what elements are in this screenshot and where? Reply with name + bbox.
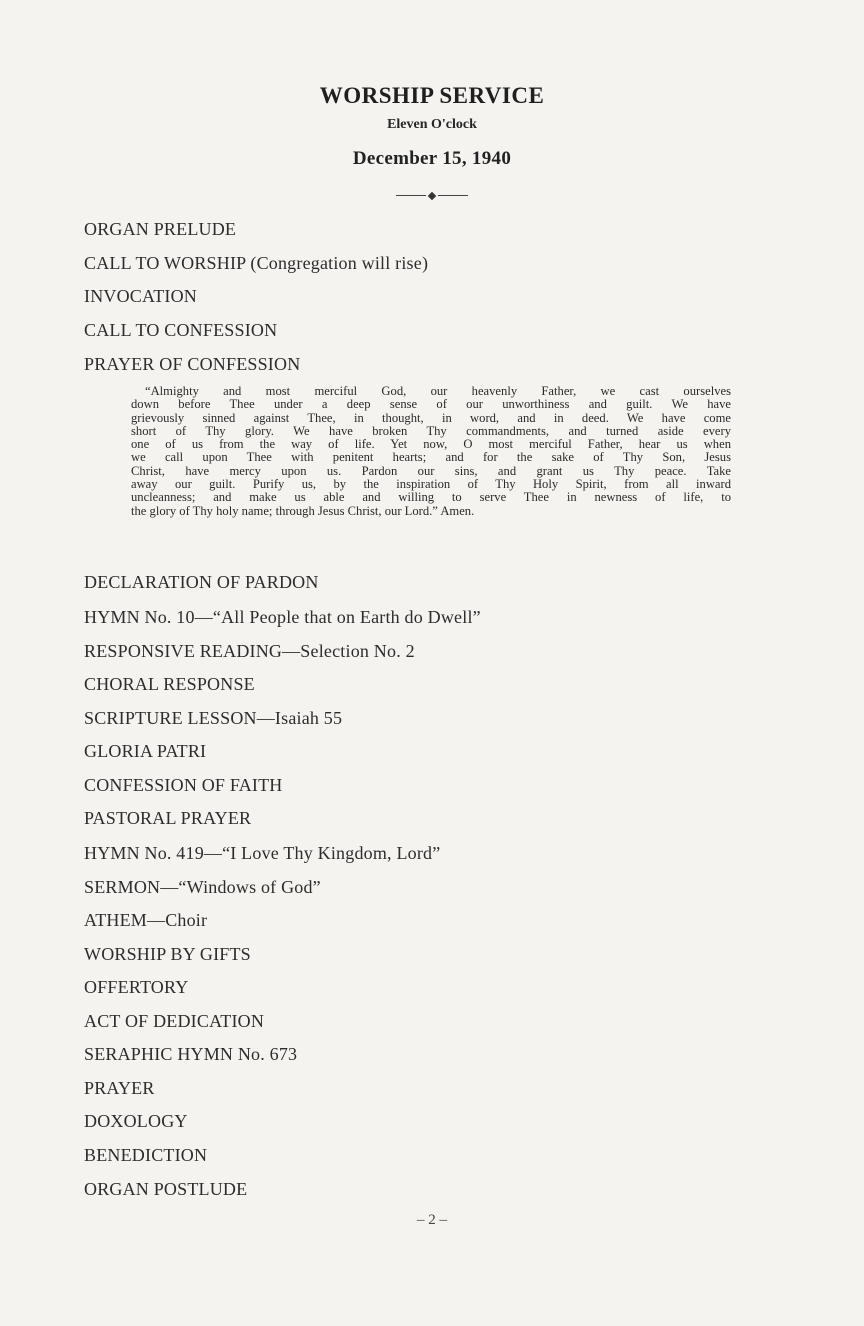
prayer-of-confession-text — [131, 385, 731, 518]
service-item-offertory: OFFERTORY — [84, 977, 189, 997]
service-item-confession-of-faith: CONFESSION OF FAITH — [84, 775, 283, 795]
prayer-line: “Almighty and most merciful God, our heavenly Father, we cast ourselves — [145, 384, 731, 398]
service-item-act-of-dedication: ACT OF DEDICATION — [84, 1011, 265, 1031]
service-item-organ-prelude: ORGAN PRELUDE — [84, 219, 237, 239]
prayer-line: Christ, have mercy upon us. Pardon our sins, and grant us Thy peace. Take — [131, 463, 731, 478]
service-item-gloria-patri: GLORIA PATRI — [84, 741, 207, 761]
service-item-prayer-of-confession: PRAYER OF CONFESSION — [84, 354, 301, 374]
service-item-scripture-lesson: SCRIPTURE LESSON—Isaiah 55 — [84, 708, 343, 728]
prayer-line: away our guilt. Purify us, by the inspiration of Thy Holy Spirit, from all inward — [131, 477, 731, 492]
service-item-responsive-reading: RESPONSIVE READING—Selection No. 2 — [84, 641, 415, 661]
ornament-divider — [396, 193, 468, 199]
service-item-invocation: INVOCATION — [84, 286, 197, 306]
prayer-line: one of us from the way of life. Yet now, O most merciful Father, hear us when — [131, 437, 731, 452]
service-item-hymn-419: HYMN No. 419—“I Love Thy Kingdom, Lord” — [84, 843, 441, 863]
service-item-benediction: BENEDICTION — [84, 1145, 208, 1165]
service-item-call-to-confession: CALL TO CONFESSION — [84, 320, 278, 340]
service-item-seraphic-hymn: SERAPHIC HYMN No. 673 — [84, 1044, 298, 1064]
prayer-line: short of Thy glory. We have broken Thy commandments, and turned aside every — [131, 423, 731, 438]
diamond-icon — [428, 192, 436, 200]
service-date: December 15, 1940 — [352, 148, 512, 169]
service-item-call-to-worship: CALL TO WORSHIP (Congregation will rise) — [84, 253, 429, 273]
page-number: – 2 – — [417, 1212, 447, 1228]
prayer-line: grievously sinned against Thee, in thought, in word, and in deed. We have come — [131, 410, 731, 425]
service-item-anthem: ATHEM—Choir — [84, 910, 208, 930]
page-title: WORSHIP SERVICE — [319, 83, 545, 108]
service-item-pastoral-prayer: PASTORAL PRAYER — [84, 808, 252, 828]
service-item-hymn-10: HYMN No. 10—“All People that on Earth do Dwell” — [84, 607, 481, 627]
service-item-prayer: PRAYER — [84, 1078, 155, 1098]
service-item-declaration-of-pardon: DECLARATION OF PARDON — [84, 572, 319, 592]
service-item-organ-postlude: ORGAN POSTLUDE — [84, 1179, 248, 1199]
service-time: Eleven O'clock — [387, 117, 477, 132]
service-item-worship-by-gifts: WORSHIP BY GIFTS — [84, 944, 251, 964]
service-item-choral-response: CHORAL RESPONSE — [84, 674, 255, 694]
service-item-doxology: DOXOLOGY — [84, 1111, 188, 1131]
prayer-line: the glory of Thy holy name; through Jesus Christ, our Lord.” Amen. — [131, 503, 475, 518]
prayer-line: down before Thee under a deep sense of our unworthiness and guilt. We have — [131, 397, 731, 412]
service-item-sermon: SERMON—“Windows of God” — [84, 877, 321, 897]
prayer-line: uncleanness; and make us able and willing to serve Thee in newness of life, to — [131, 490, 731, 505]
prayer-line: we call upon Thee with penitent hearts; and for the sake of Thy Son, Jesus — [131, 450, 731, 465]
